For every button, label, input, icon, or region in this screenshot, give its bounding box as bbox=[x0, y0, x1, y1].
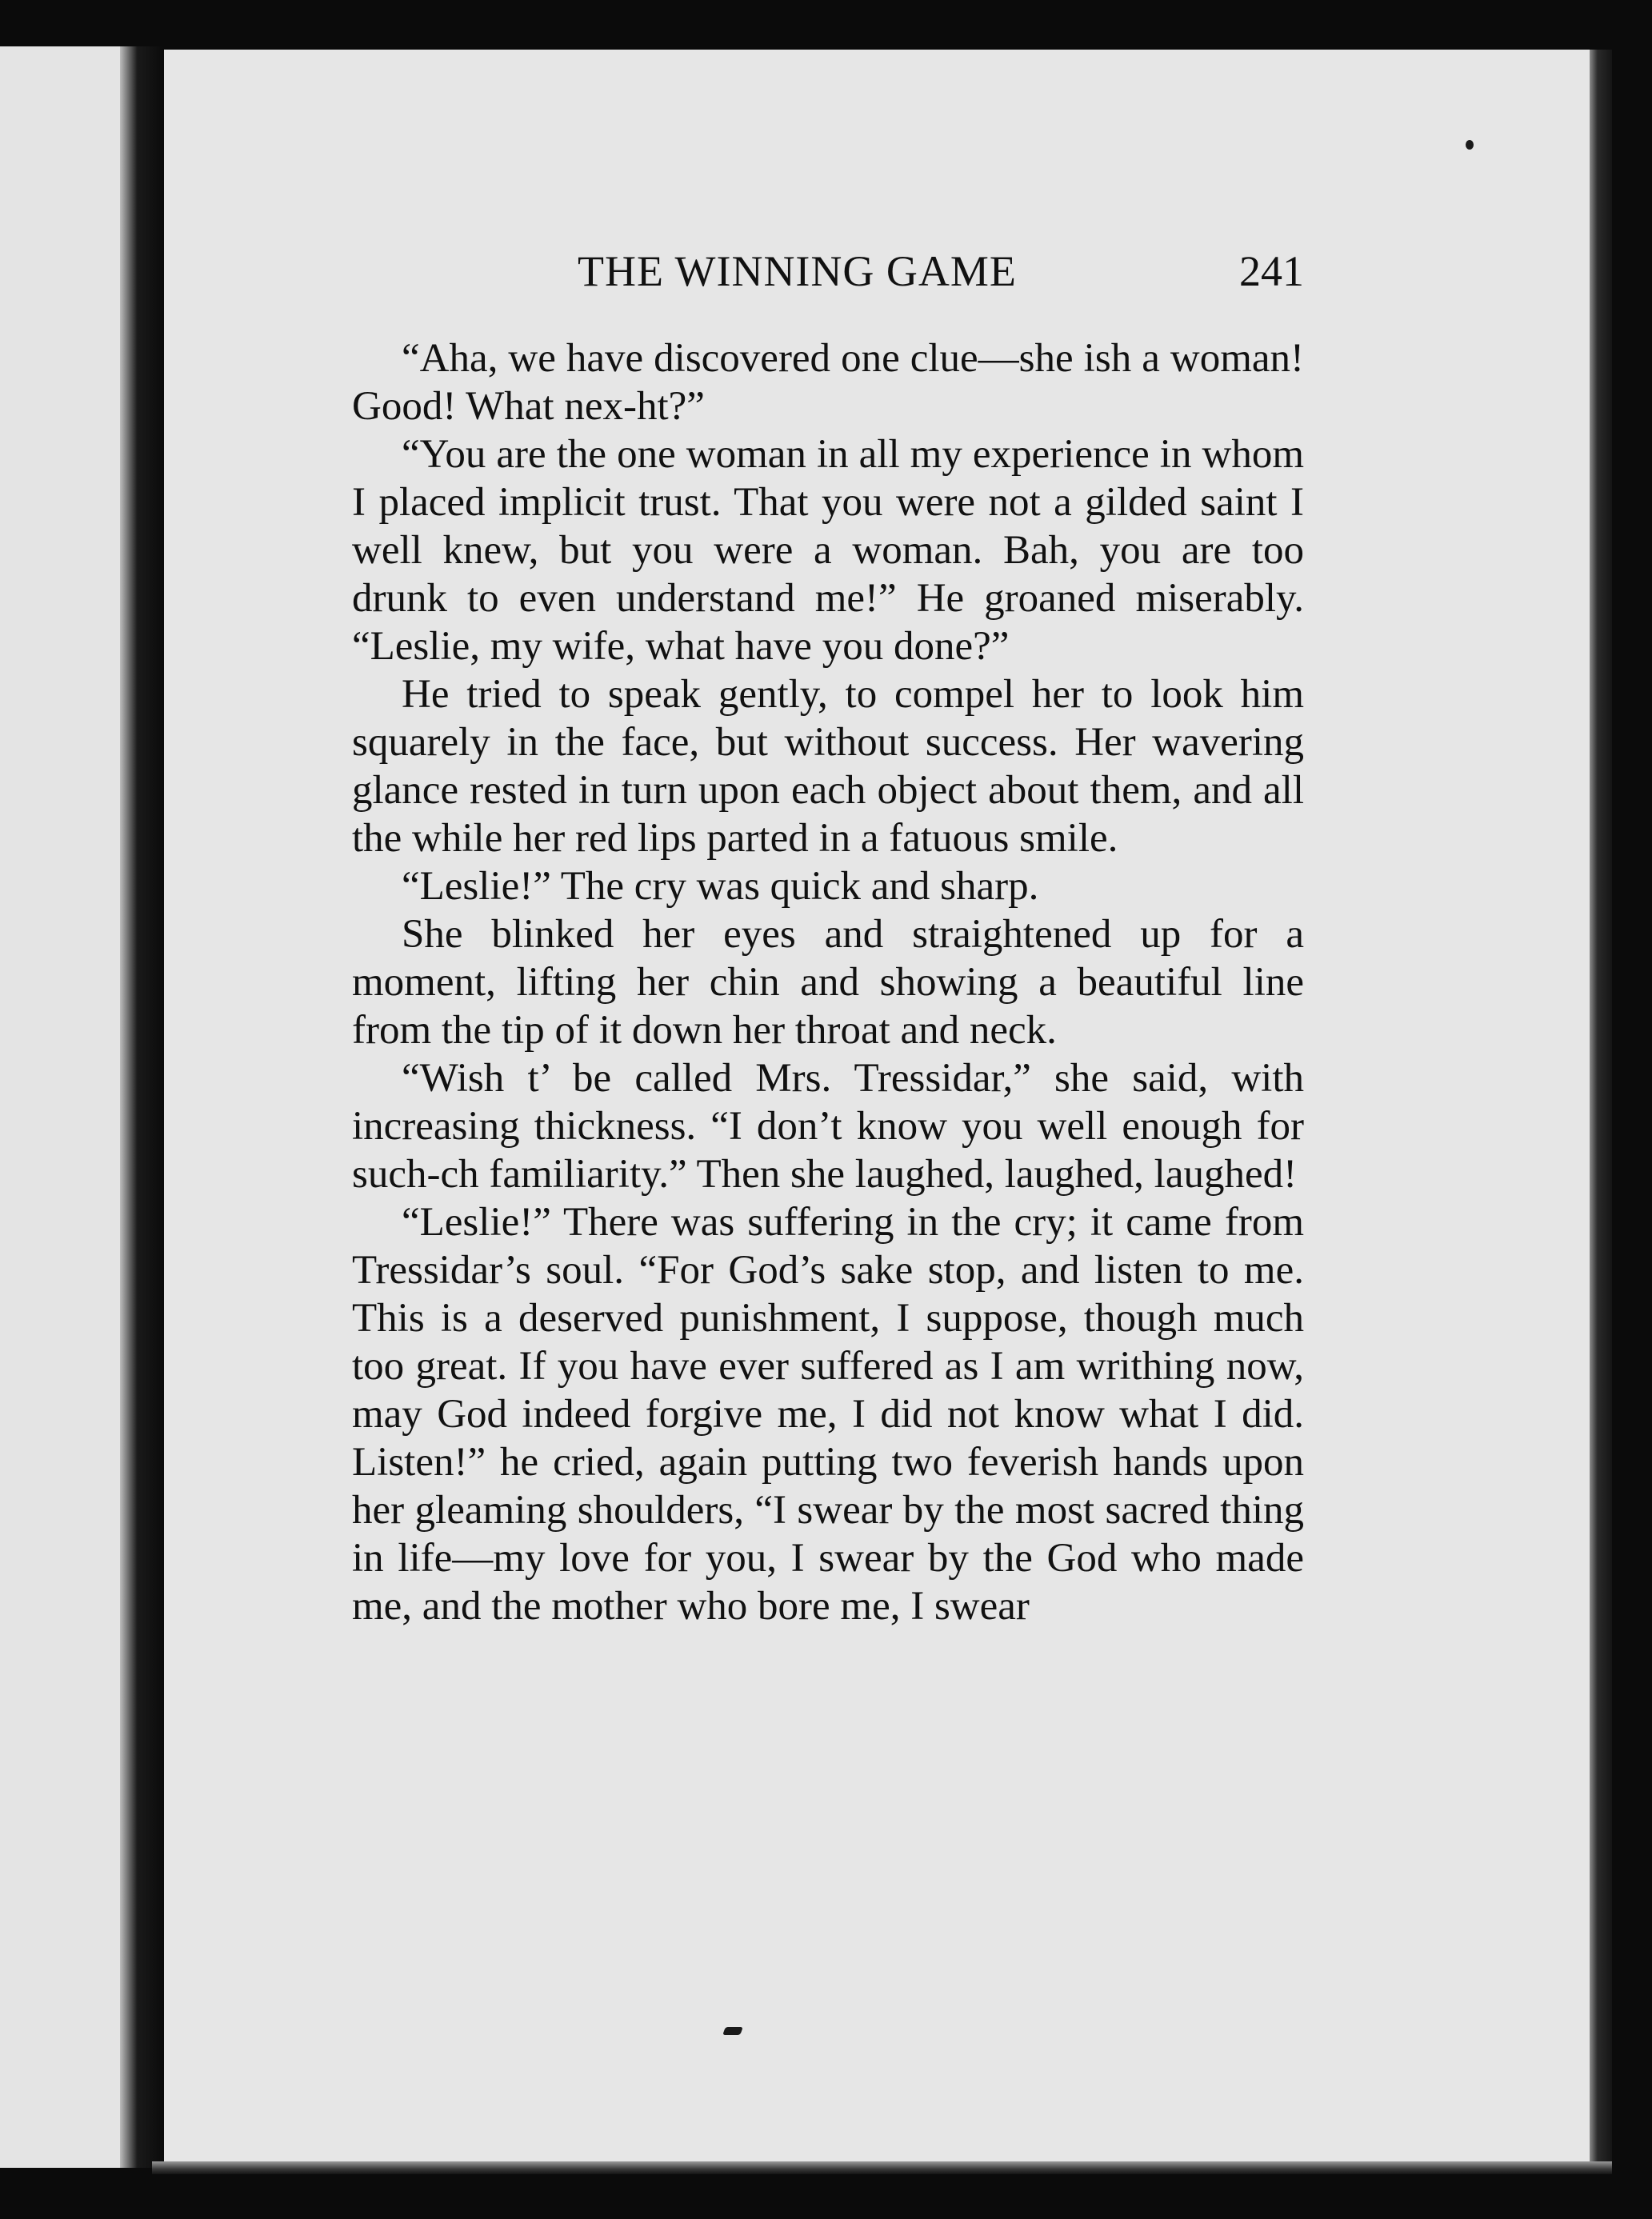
paragraph: “Leslie!” There was suffering in the cry; it came from Tressidar’s soul. “For God’s sake stop, and listen to me. This is a deserved punishment, I suppose, though much too great. If you have ever suffered as I am writhing now, may God indeed forgive me, I did not know what I did. Listen!” he cried, again putting two feverish hands upon her gleaming shoulders, “I swear by the most sacred thing in life—my love for you, I swear by the God who made me, and the mother who bore me, I swear bbox=[352, 1200, 1304, 1629]
paragraph: “You are the one woman in all my experience in whom I placed implicit trust. That you were not a gilded saint I well knew, but you were a woman. Bah, you are too drunk to even understand me!” He groaned miserably. “Leslie, my wife, what have you done?” bbox=[352, 432, 1304, 669]
paragraph: He tried to speak gently, to compel her to look him squarely in the face, but without success. Her wavering glance rested in turn upon each object about them, and all the while her red lips parted in a fatuous smile. bbox=[352, 672, 1304, 861]
page-number: 241 bbox=[1239, 247, 1304, 295]
ink-mark bbox=[722, 2027, 743, 2035]
left-page-edge bbox=[0, 46, 134, 2168]
body-text bbox=[352, 334, 1304, 1630]
running-header bbox=[352, 240, 1304, 304]
book-gutter-shadow bbox=[120, 46, 163, 2168]
running-title: THE WINNING GAME bbox=[578, 247, 1017, 295]
paragraph: “Wish t’ be called Mrs. Tressidar,” she said, with increasing thickness. “I don’t know you well enough for such-ch familiarity.” Then she laughed, laughed, laughed! bbox=[352, 1056, 1304, 1197]
page-right-edge bbox=[1590, 50, 1612, 2173]
paragraph: “Aha, we have discovered one clue—she ish a woman! Good! What nex-ht?” bbox=[352, 336, 1304, 429]
page-bottom-edge bbox=[152, 2161, 1612, 2174]
paragraph: She blinked her eyes and straightened up for a moment, lifting her chin and showing a beautiful line from the tip of it down her throat and neck. bbox=[352, 912, 1304, 1053]
ink-speck bbox=[1466, 140, 1474, 150]
paragraph: “Leslie!” The cry was quick and sharp. bbox=[402, 864, 1039, 909]
